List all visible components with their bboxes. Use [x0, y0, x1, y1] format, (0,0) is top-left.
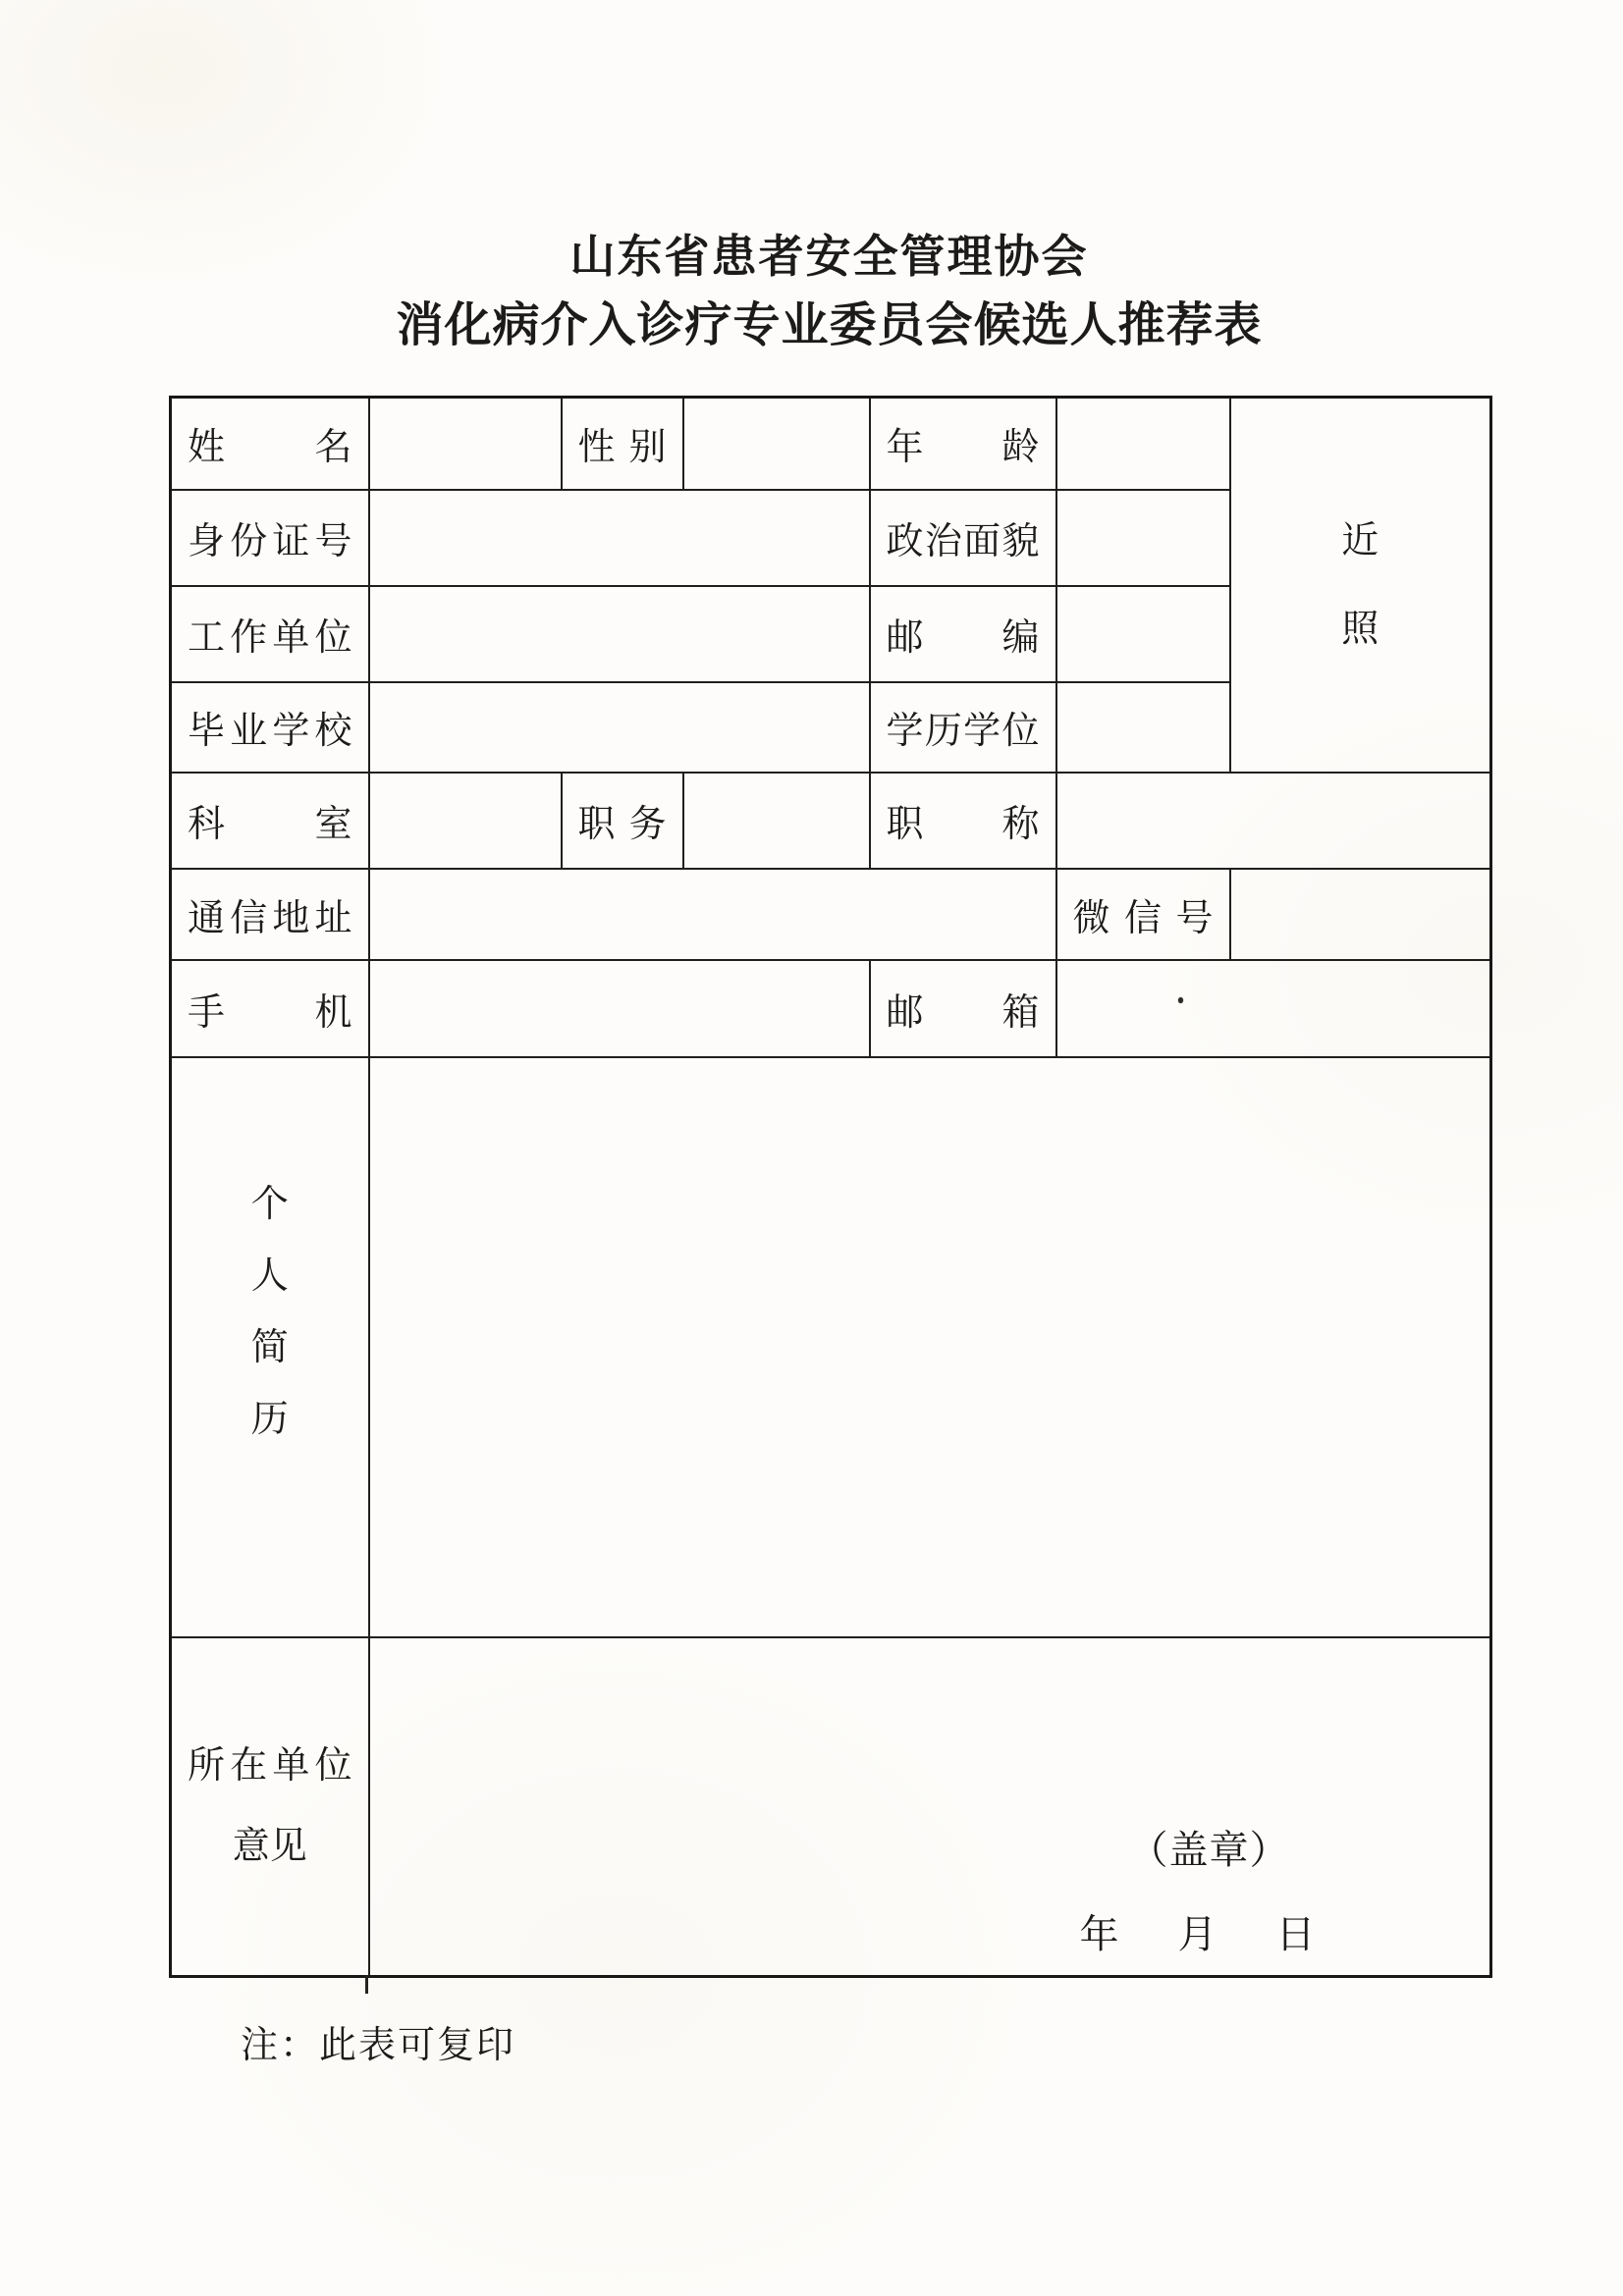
form-title: 消化病介入诊疗专业委员会候选人推荐表 [396, 299, 1263, 351]
work-unit-value-cell [369, 586, 870, 682]
wechat-id-value-cell [1230, 869, 1491, 960]
unit-opinion-content-cell [369, 1637, 1491, 1977]
id-number-value-cell [369, 490, 870, 586]
date-year-label: 年 [1079, 1911, 1119, 1956]
graduation-school-value-cell [369, 682, 870, 773]
table-row [171, 960, 1491, 1057]
table-row [171, 1057, 1491, 1637]
education-degree-value-cell [1056, 682, 1230, 773]
copy-permission-note: 注：此表可复印 [241, 2025, 516, 2066]
position-value-cell [683, 773, 870, 869]
political-status-value-cell [1056, 490, 1230, 586]
scan-line-artifact [365, 1975, 368, 1994]
table-row [171, 773, 1491, 869]
unit-opinion-label-line2: 意见 [232, 1826, 307, 1868]
professional-title-label-cell: 职称 [870, 773, 1056, 869]
ink-dot-artifact [1178, 997, 1183, 1003]
mobile-value-cell [369, 960, 870, 1057]
postal-code-label-cell: 邮编 [870, 586, 1056, 682]
postal-code-value-cell [1056, 586, 1230, 682]
seal-placeholder-label: （盖章） [1128, 1827, 1290, 1872]
email-label-cell: 邮箱 [870, 960, 1056, 1057]
table-row [171, 869, 1491, 960]
department-label-cell: 科室 [171, 773, 369, 869]
unit-opinion-label-cell [171, 1637, 369, 1977]
email-value-cell [1056, 960, 1491, 1057]
date-month-label: 月 [1177, 1911, 1217, 1956]
name-value-cell [369, 398, 562, 490]
organization-title: 山东省患者安全管理协会 [569, 232, 1089, 282]
name-label-cell: 姓名 [171, 398, 369, 490]
resume-label-cell: 个 人 简 历 [171, 1057, 369, 1637]
age-value-cell [1056, 398, 1230, 490]
table-row [171, 1637, 1491, 1977]
age-label-cell: 年龄 [870, 398, 1056, 490]
recent-photo-cell: 近 照 [1230, 398, 1491, 773]
date-day-label: 日 [1275, 1911, 1316, 1956]
wechat-id-label-cell: 微信号 [1056, 869, 1230, 960]
graduation-school-label-cell: 毕业学校 [171, 682, 369, 773]
gender-label-cell: 性别 [562, 398, 683, 490]
political-status-label-cell: 政治面貌 [870, 490, 1056, 586]
form-header [169, 229, 1489, 354]
mailing-address-label-cell: 通信地址 [171, 869, 369, 960]
recommendation-form-table [169, 396, 1492, 1978]
unit-opinion-label-line1: 所在单位 [188, 1745, 352, 1788]
table-row [171, 398, 1491, 490]
position-label-cell: 职务 [562, 773, 683, 869]
resume-content-cell [369, 1057, 1491, 1637]
id-number-label-cell: 身份证号 [171, 490, 369, 586]
mailing-address-value-cell [369, 869, 1056, 960]
gender-value-cell [683, 398, 870, 490]
mobile-label-cell: 手机 [171, 960, 369, 1057]
date-line [1080, 1910, 1316, 1959]
education-degree-label-cell: 学历学位 [870, 682, 1056, 773]
department-value-cell [369, 773, 562, 869]
professional-title-value-cell [1056, 773, 1491, 869]
work-unit-label-cell: 工作单位 [171, 586, 369, 682]
